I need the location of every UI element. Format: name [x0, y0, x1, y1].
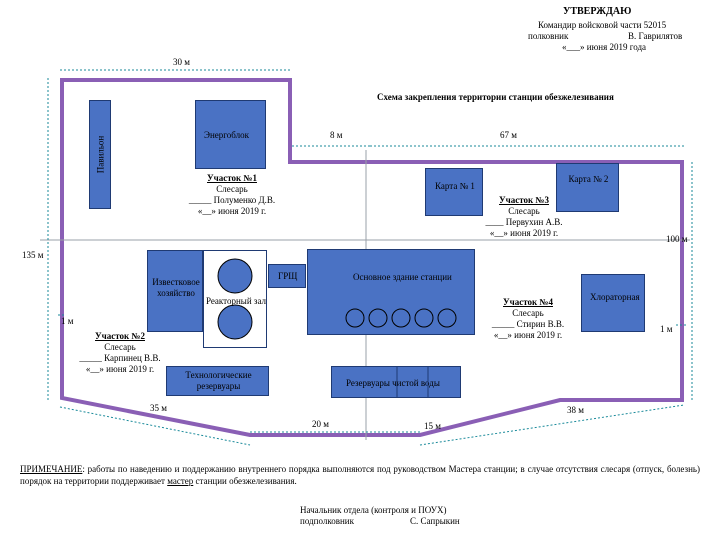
sector-4-caption [476, 297, 580, 341]
dim-label-67: 67 м [500, 130, 517, 140]
signature-position: Начальник отдела (контроля и ПОУХ) [300, 505, 447, 515]
sector-2-caption [68, 331, 172, 375]
dim-label-1-right: 1 м [660, 324, 673, 334]
building-clean-water-label: Резервуары чистой воды [346, 378, 440, 388]
dim-label-15: 15 м [424, 421, 441, 431]
diagram-title: Схема закрепления территории станции обезжелезивания [377, 92, 614, 102]
building-energy-label: Энергоблок [204, 130, 249, 140]
filter-circle-3 [392, 309, 410, 327]
building-grshch-label: ГРЩ [278, 271, 298, 281]
dim-label-30: 30 м [173, 57, 190, 67]
sector-1-role: Слесарь [216, 184, 248, 194]
signature-name: С. Сапрыкин [410, 516, 460, 526]
building-reactor-label: Реакторный зал [205, 296, 267, 306]
filter-circle-5 [438, 309, 456, 327]
dim-label-38: 38 м [567, 405, 584, 415]
approval-position: Командир войсковой части 52015 [538, 20, 667, 30]
approval-date: «___» июня 2019 года [562, 42, 647, 52]
sector-2-role: Слесарь [104, 342, 136, 352]
sector-1-caption [180, 173, 284, 217]
building-pavilion-label: Павильон [95, 135, 106, 174]
filter-circle-4 [415, 309, 433, 327]
sector-1-title: Участок №1 [207, 173, 257, 183]
sector-2-person: _____ Карпинец В.В. [79, 353, 161, 363]
approval-heading: УТВЕРЖДАЮ [563, 6, 632, 17]
sector-3-role: Слесарь [508, 206, 540, 216]
note-text-after: станции обезжелезивания. [193, 476, 297, 486]
dim-label-20: 20 м [312, 419, 329, 429]
sector-4-person: _____ Стирин В.В. [491, 319, 565, 329]
sector-3-caption [472, 195, 576, 239]
building-lime-label: Известковое хозяйство [152, 277, 200, 298]
dim-label-1-left: 1 м [61, 316, 74, 326]
sector-3-date: «__» июня 2019 г. [489, 228, 559, 238]
sector-1-person: _____ Полуменко Д.В. [188, 195, 276, 205]
sector-2-title: Участок №2 [95, 331, 145, 341]
building-chlorinator-label: Хлоратoрная [590, 292, 640, 302]
signature-rank: подполковник [300, 516, 354, 526]
note-label: ПРИМЕЧАНИЕ [20, 464, 83, 474]
note-text-before: : работы по наведению и поддержанию внутреннего порядка выполняются под руководством Мастера станции; в случае отсутствия слесаря (отпуск, болезнь) порядок на территории поддерживает [20, 464, 700, 486]
approval-rank: полковник [528, 31, 569, 41]
sector-1-date: «__» июня 2019 г. [197, 206, 267, 216]
sector-4-role: Слесарь [512, 308, 544, 318]
note-underlined: мастер [167, 476, 194, 486]
building-tech-label: Технологические резервуары [185, 370, 252, 391]
dim-label-35: 35 м [150, 403, 167, 413]
sector-4-title: Участок №4 [503, 297, 553, 307]
filter-circle-2 [369, 309, 387, 327]
sector-4-date: «__» июня 2019 г. [493, 330, 563, 340]
dim-label-100: 100 м [666, 234, 688, 244]
dim-label-135: 135 м [22, 250, 44, 260]
dim-label-8: 8 м [330, 130, 343, 140]
building-karta-2-label: Карта № 2 [568, 174, 609, 184]
sector-3-title: Участок №3 [499, 195, 549, 205]
building-main-label: Основное здание станции [353, 272, 452, 282]
building-karta-1-label: Карта № 1 [435, 181, 475, 191]
note-paragraph [20, 463, 700, 487]
approval-name: В. Гаврилятов [628, 31, 683, 41]
sector-3-person: ____ Первухин А.В. [485, 217, 563, 227]
filter-circle-1 [346, 309, 364, 327]
sector-2-date: «__» июня 2019 г. [85, 364, 155, 374]
